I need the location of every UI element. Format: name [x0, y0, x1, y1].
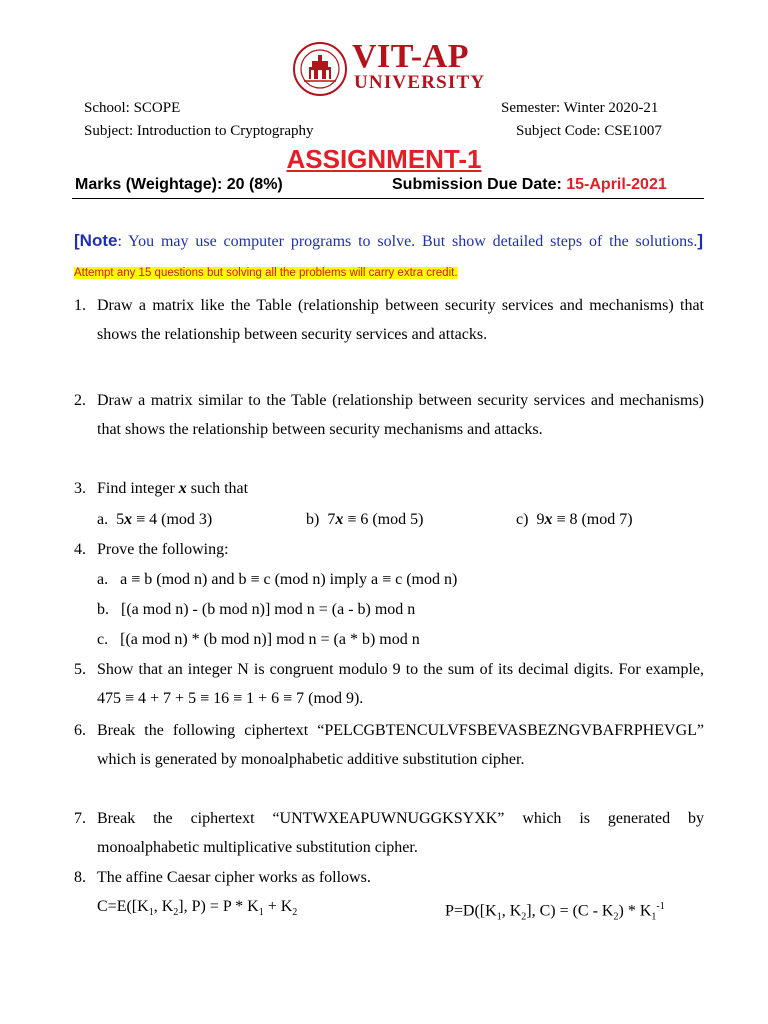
- due-date-value: 15-April-2021: [566, 176, 667, 193]
- note-paragraph: [74, 226, 703, 288]
- note-close-bracket: ]: [697, 231, 703, 250]
- university-logo: [292, 38, 492, 100]
- coefficient: 5: [116, 511, 125, 528]
- formula-part: ], C) = (C - K: [526, 902, 614, 920]
- formula-part: C=E([K: [97, 898, 149, 915]
- congruence: ≡ 8 (mod 7): [552, 511, 633, 528]
- question-text-after: such that: [186, 480, 249, 497]
- sub-question-label: c.: [97, 631, 109, 648]
- question-number: 7.: [74, 810, 86, 827]
- subscript: 2: [521, 911, 527, 923]
- sub-question-text: [(a mod n) * (b mod n)] mod n = (a * b) mod n: [120, 631, 420, 648]
- question-text: Show that an integer N is congruent modulo 9 to the sum of its decimal digits. For example, 475 ≡ 4 + 7 + 5 ≡ 16 ≡ 1 + 6 ≡ 7 (mod 9).: [97, 661, 704, 707]
- note-open-bracket: [: [74, 231, 80, 250]
- subscript: 2: [292, 907, 298, 919]
- sub-question: [516, 505, 633, 534]
- university-seal-icon: [292, 41, 348, 97]
- question-text-before: Find integer: [97, 480, 179, 497]
- formula-part: , K: [501, 902, 522, 920]
- note-text: : You may use computer programs to solve. But show detailed steps of the solutions.: [117, 233, 698, 250]
- note-highlight: Attempt any 15 questions but solving all the problems will carry extra credit.: [74, 267, 458, 279]
- formula-part: ) * K: [618, 902, 652, 920]
- sub-question-label: b.: [97, 601, 109, 618]
- question-number: 5.: [74, 661, 86, 678]
- question-text: Draw a matrix like the Table (relationship between security services and mechanisms) that shows the relationship between security services and attacks.: [97, 297, 704, 343]
- variable-x: x: [544, 511, 553, 528]
- question-number: 3.: [74, 480, 86, 497]
- question-text: Break the following ciphertext “PELCGBTENCULVFSBEVASBEZNGVBAFRPHEVGL” which is generated by monoalphabetic additive substitution cipher.: [97, 722, 704, 768]
- sub-question-label: a.: [97, 511, 109, 528]
- question-number: 8.: [74, 869, 86, 886]
- question-number: 6.: [74, 722, 86, 739]
- subscript: 1: [258, 907, 264, 919]
- brand-name: VIT-AP: [352, 38, 469, 75]
- note-label: Note: [79, 231, 118, 250]
- question-number: 1.: [74, 297, 86, 314]
- variable-x: x: [335, 511, 344, 528]
- sub-question: [97, 565, 457, 594]
- sub-question-label: b): [306, 511, 320, 528]
- subscript: 2: [173, 907, 179, 919]
- question-text: Draw a matrix similar to the Table (relationship between security services and mechanisms) that shows the relationship between security mechanisms and attacks.: [97, 392, 704, 438]
- question-number: 2.: [74, 392, 86, 409]
- formula-part: + K: [263, 898, 293, 915]
- sub-question-label: c): [516, 511, 529, 528]
- encryption-formula: [97, 892, 297, 927]
- variable-x: x: [178, 480, 187, 497]
- subscript: 1: [496, 911, 502, 923]
- subscript: 2: [613, 911, 619, 923]
- decryption-formula: [445, 892, 665, 932]
- header-divider: [72, 198, 704, 199]
- question-text: Break the ciphertext “UNTWXEAPUWNUGGKSYXK” which is generated by monoalphabetic multiplicative substitution cipher.: [97, 810, 704, 856]
- question-text: [97, 474, 248, 503]
- coefficient: 7: [327, 511, 336, 528]
- subscript: 1: [148, 907, 154, 919]
- subscript: 1: [651, 911, 657, 923]
- brand-subtitle: UNIVERSITY: [354, 72, 486, 93]
- sub-question-text: a ≡ b (mod n) and b ≡ c (mod n) imply a ≡ c (mod n): [120, 571, 458, 588]
- coefficient: 9: [536, 511, 545, 528]
- sub-question: [306, 505, 423, 534]
- formula-part: P=D([K: [445, 902, 497, 920]
- school-label: School: SCOPE: [84, 100, 181, 116]
- marks-label: Marks (Weightage): 20 (8%): [75, 176, 283, 193]
- due-date-line: [392, 175, 667, 195]
- sub-question: [97, 595, 415, 624]
- superscript: -1: [656, 901, 665, 912]
- congruence: ≡ 6 (mod 5): [343, 511, 424, 528]
- sub-question-text: [(a mod n) - (b mod n)] mod n = (a - b) mod n: [121, 601, 416, 618]
- due-date-label: Submission Due Date:: [392, 176, 567, 193]
- subject-code-label: Subject Code: CSE1007: [516, 123, 662, 139]
- formula-part: , K: [153, 898, 174, 915]
- congruence: ≡ 4 (mod 3): [132, 511, 213, 528]
- question-text: The affine Caesar cipher works as follows.: [97, 869, 371, 886]
- sub-question: [97, 625, 420, 654]
- variable-x: x: [124, 511, 133, 528]
- sub-question-label: a.: [97, 571, 109, 588]
- assignment-title: ASSIGNMENT-1: [286, 144, 482, 174]
- semester-label: Semester: Winter 2020-21: [501, 100, 659, 116]
- subject-label: Subject: Introduction to Cryptography: [84, 123, 314, 139]
- formula-part: ], P) = P * K: [178, 898, 259, 915]
- question-number: 4.: [74, 541, 86, 558]
- question-text: Prove the following:: [97, 541, 229, 558]
- sub-question: [97, 505, 212, 534]
